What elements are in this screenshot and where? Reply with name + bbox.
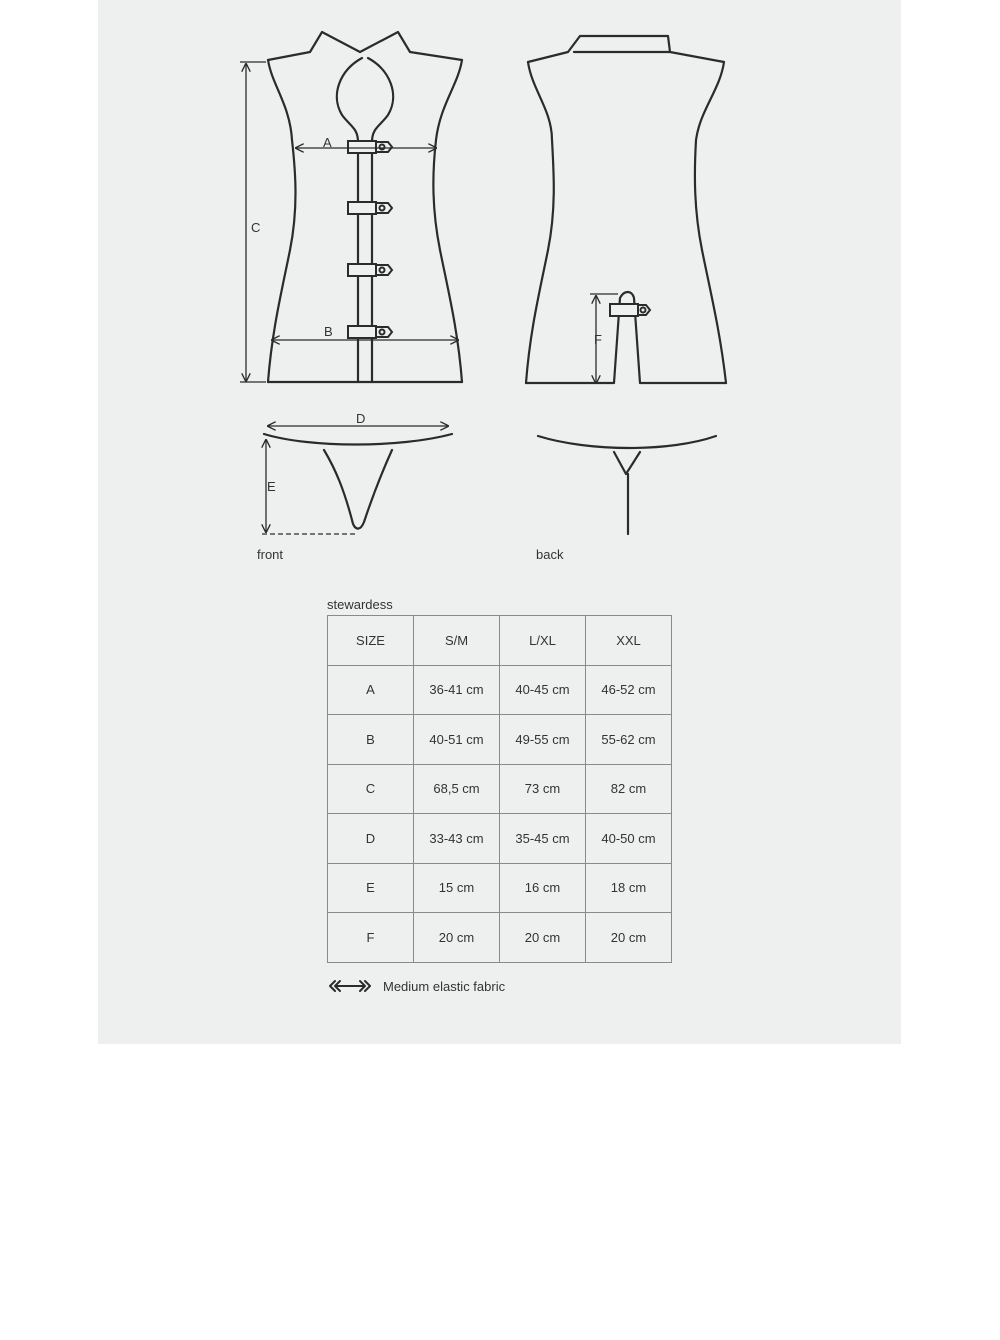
table-cell: 40-51 cm: [414, 715, 500, 765]
front-caption: front: [257, 547, 284, 562]
dim-label-d: D: [356, 411, 366, 426]
back-dress-outline: [526, 36, 726, 383]
front-toggle-buttons: [348, 141, 392, 338]
table-row: [328, 863, 672, 913]
table-cell: 55-62 cm: [586, 715, 672, 765]
size-table: [327, 615, 672, 963]
table-cell: A: [328, 665, 414, 715]
table-cell: 40-50 cm: [586, 814, 672, 864]
header-cell: SIZE: [328, 616, 414, 666]
fabric-legend-text: Medium elastic fabric: [383, 978, 506, 994]
table-cell: 36-41 cm: [414, 665, 500, 715]
dim-label-f: F: [594, 332, 602, 347]
table-cell: D: [328, 814, 414, 864]
table-cell: 73 cm: [500, 764, 586, 814]
fabric-legend: [329, 976, 505, 996]
table-cell: 40-45 cm: [500, 665, 586, 715]
table-cell: 46-52 cm: [586, 665, 672, 715]
table-row: [328, 814, 672, 864]
header-cell: XXL: [586, 616, 672, 666]
table-cell: 20 cm: [586, 913, 672, 963]
table-cell: 35-45 cm: [500, 814, 586, 864]
table-row: [328, 665, 672, 715]
back-toggle-button: [610, 304, 650, 316]
table-cell: 33-43 cm: [414, 814, 500, 864]
table-cell: 49-55 cm: [500, 715, 586, 765]
table-title: stewardess: [327, 597, 393, 612]
elastic-arrows-icon: [329, 979, 371, 993]
table-cell: 82 cm: [586, 764, 672, 814]
header-cell: S/M: [414, 616, 500, 666]
back-caption: back: [536, 547, 564, 562]
dim-label-e: E: [267, 479, 276, 494]
table-row: [328, 764, 672, 814]
back-thong-outline: [538, 436, 716, 534]
dim-label-c: C: [251, 220, 261, 235]
table-cell: 20 cm: [500, 913, 586, 963]
table-row: [328, 913, 672, 963]
table-cell: 20 cm: [414, 913, 500, 963]
dim-label-b: B: [324, 324, 333, 339]
front-thong-dimensions: [262, 426, 448, 534]
table-cell: 15 cm: [414, 863, 500, 913]
dim-label-a: A: [323, 135, 332, 150]
table-header-row: [328, 616, 672, 666]
table-cell: C: [328, 764, 414, 814]
table-cell: E: [328, 863, 414, 913]
table-cell: 18 cm: [586, 863, 672, 913]
table-row: [328, 715, 672, 765]
header-cell: L/XL: [500, 616, 586, 666]
table-cell: F: [328, 913, 414, 963]
table-cell: 16 cm: [500, 863, 586, 913]
garment-diagram: [0, 0, 1000, 600]
table-cell: 68,5 cm: [414, 764, 500, 814]
front-thong-outline: [264, 434, 452, 529]
table-cell: B: [328, 715, 414, 765]
